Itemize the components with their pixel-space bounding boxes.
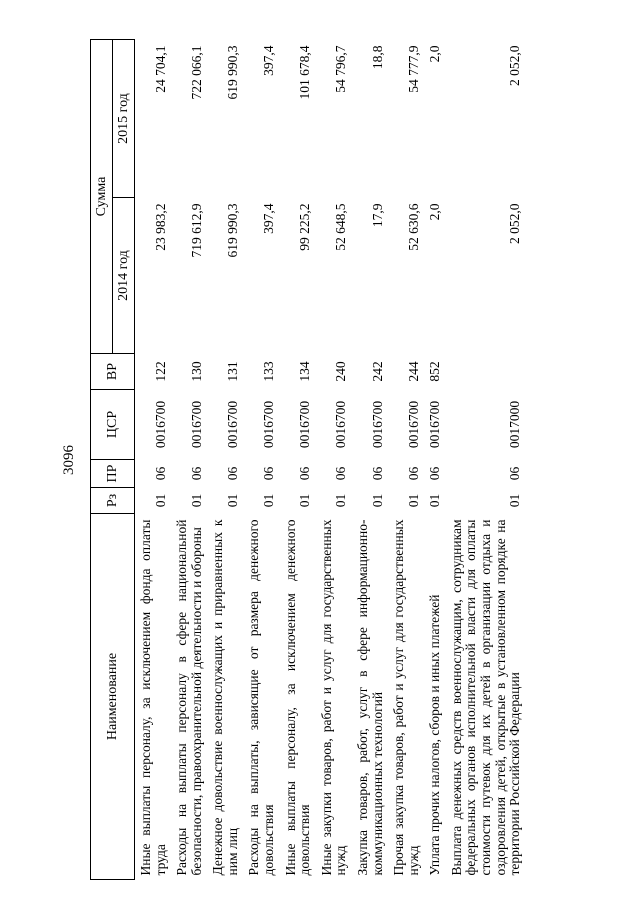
row-csr: 0016700 [152, 400, 168, 449]
row-pr: 06 [152, 466, 168, 481]
row-name: Выплата денежных средств военнослужащим, сотрудникам федеральных органов исполнительной власти для оплаты стоимости путевок для их детей в организации отдыха и оздоровления детей, открытые в установленном порядке на территории Российской Федерации [448, 519, 523, 876]
row-2014: 99 225,2 [297, 203, 313, 251]
row-pr: 06 [297, 466, 313, 481]
row-name: Прочая закупка товаров, работ и услуг для государственных нужд [391, 519, 421, 876]
table-row [244, 40, 280, 880]
row-pr: 06 [261, 466, 277, 481]
row-pr: 06 [427, 466, 443, 481]
row-vr: 131 [224, 361, 240, 382]
row-rz: 01 [427, 493, 443, 508]
row-rz: 01 [152, 493, 168, 508]
row-rz: 01 [333, 493, 349, 508]
row-name: Иные выплаты персоналу, за исключением денежного довольствия [282, 519, 313, 876]
row-pr: 06 [507, 466, 523, 481]
row-2014: 719 612,9 [188, 203, 204, 258]
row-vr: 244 [405, 361, 421, 382]
row-2014: 52 630,6 [405, 203, 421, 251]
row-name: Денежное довольствие военнослужащих и приравненных к ним лиц [210, 519, 240, 876]
row-csr: 0016700 [261, 400, 277, 449]
header-rz: Рз [91, 488, 135, 514]
row-csr: 0016700 [405, 400, 421, 449]
row-vr: 133 [261, 361, 277, 382]
table-row [317, 40, 353, 880]
table-row [135, 40, 173, 880]
row-name: Уплата прочих налогов, сборов и иных платежей [427, 594, 443, 876]
header-2014: 2014 год [113, 198, 135, 354]
row-rz: 01 [507, 493, 523, 508]
row-csr: 0016700 [333, 400, 349, 449]
row-vr: 852 [427, 361, 443, 382]
row-rz: 01 [188, 493, 204, 508]
page-number: 3096 [61, 445, 77, 475]
row-2015: 2 052,0 [507, 45, 523, 86]
row-2015: 24 704,1 [152, 45, 168, 93]
row-csr: 0016700 [297, 400, 313, 449]
row-2014: 619 990,3 [224, 203, 240, 258]
table-row [281, 40, 317, 880]
row-pr: 06 [224, 466, 240, 481]
row-vr: 122 [152, 361, 168, 382]
row-rz: 01 [297, 493, 313, 508]
header-2015: 2015 год [113, 40, 135, 198]
row-2014: 17,9 [369, 203, 385, 228]
row-2014: 2 052,0 [507, 203, 523, 244]
row-rz: 01 [224, 493, 240, 508]
row-pr: 06 [369, 466, 385, 481]
row-name: Расходы на выплаты персоналу в сфере национальной безопасности, правоохранительной деятельности и обороны [174, 519, 204, 876]
header-csr: ЦСР [91, 390, 135, 460]
row-2014: 23 983,2 [152, 203, 168, 251]
row-rz: 01 [369, 493, 385, 508]
budget-table [90, 39, 527, 880]
row-csr: 0016700 [224, 400, 240, 449]
row-name: Закупка товаров, работ, услуг в сфере информационно-коммуникационных технологий [354, 519, 385, 876]
header-name: Наименование [91, 514, 135, 880]
row-2014: 2,0 [427, 203, 443, 221]
row-2015: 54 796,7 [333, 45, 349, 93]
row-2015: 722 066,1 [188, 45, 204, 100]
row-name: Расходы на выплаты, зависящие от размера денежного довольствия [246, 519, 277, 876]
row-vr: 134 [297, 361, 313, 382]
row-csr: 0017000 [507, 400, 523, 449]
header-vr: ВР [91, 354, 135, 390]
row-vr: 240 [333, 361, 349, 382]
table-row [425, 40, 447, 880]
table-row [389, 40, 425, 880]
row-pr: 06 [333, 466, 349, 481]
row-2015: 101 678,4 [297, 45, 313, 100]
table-row [208, 40, 244, 880]
row-2015: 619 990,3 [224, 45, 240, 100]
table-row [447, 40, 527, 880]
row-csr: 0016700 [188, 400, 204, 449]
row-csr: 0016700 [369, 400, 385, 449]
row-vr [447, 354, 527, 390]
row-vr: 130 [188, 361, 204, 382]
row-2015: 2,0 [427, 45, 443, 63]
row-name: Иные выплаты персоналу, за исключением фонда оплаты труда [138, 519, 168, 876]
header-pr: ПР [91, 460, 135, 488]
row-vr: 242 [369, 361, 385, 382]
header-sum: Сумма [91, 40, 113, 354]
rotated-page [61, 40, 598, 880]
table-row [172, 40, 208, 880]
row-pr: 06 [188, 466, 204, 481]
row-2014: 397,4 [261, 203, 277, 234]
row-rz: 01 [405, 493, 421, 508]
row-2015: 397,4 [261, 45, 277, 76]
row-2014: 52 648,5 [333, 203, 349, 251]
row-2015: 54 777,9 [405, 45, 421, 93]
row-csr: 0016700 [427, 400, 443, 449]
table-row [353, 40, 389, 880]
row-rz: 01 [261, 493, 277, 508]
row-2015: 18,8 [369, 45, 385, 70]
row-pr: 06 [405, 466, 421, 481]
row-name: Иные закупки товаров, работ и услуг для государственных нужд [318, 519, 349, 876]
